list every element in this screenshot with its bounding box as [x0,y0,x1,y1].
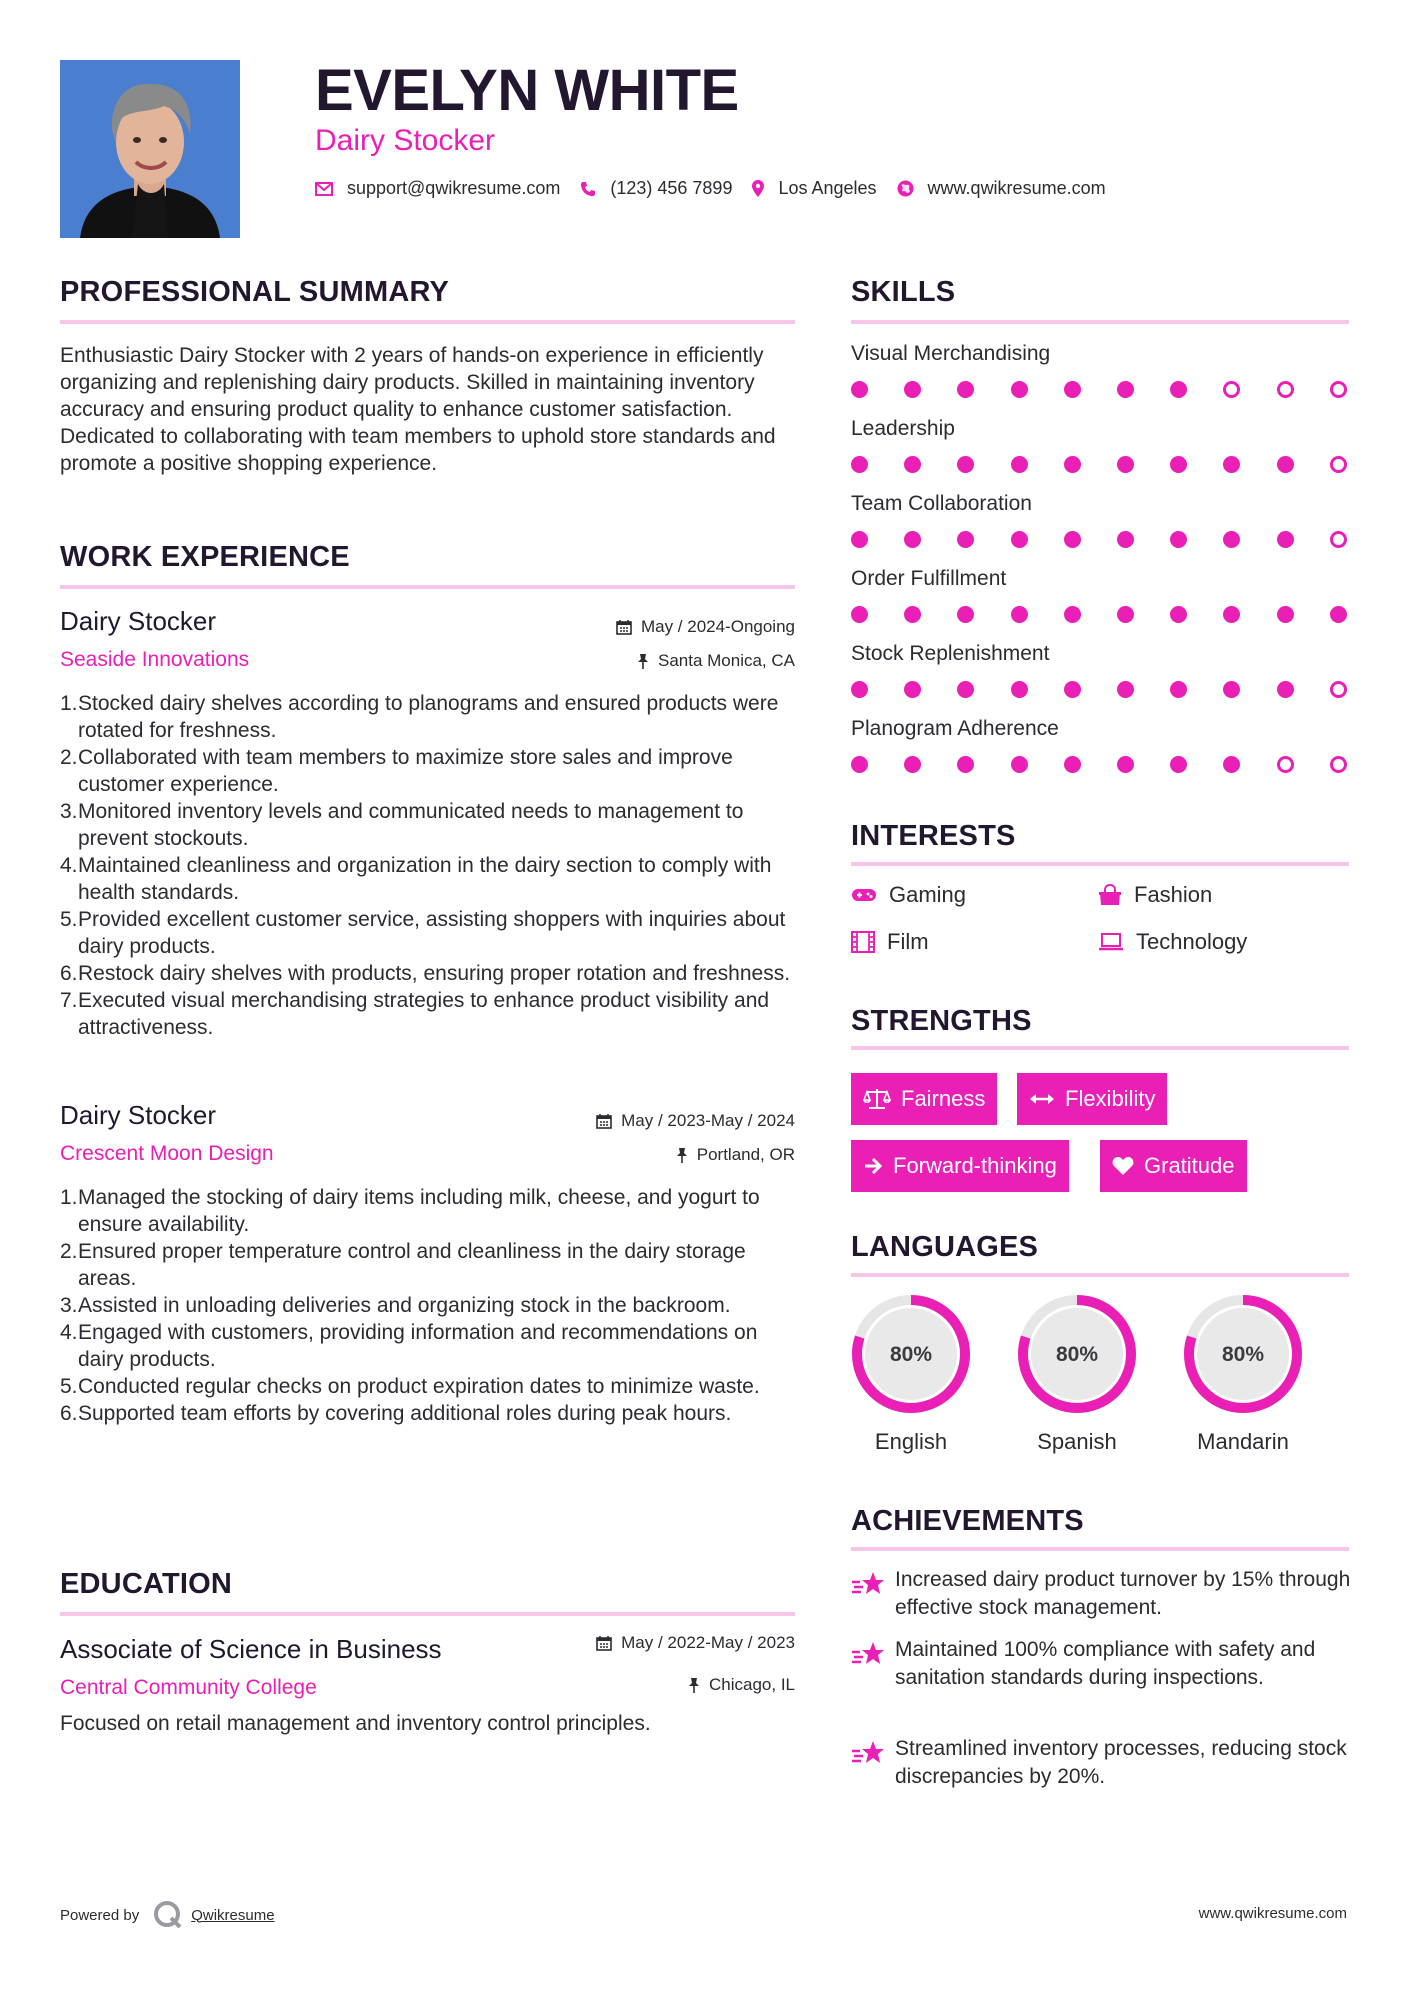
job-title: Dairy Stocker [60,1100,217,1130]
rating-dot-filled [851,456,868,473]
candidate-role: Dairy Stocker [315,124,496,157]
rating-dot-filled [1223,756,1240,773]
summary-text: Enthusiastic Dairy Stocker with 2 years of hands-on experience in efficiently organizing and replenishing dairy products. Skilled in maintaining inventory accuracy and ensuring product quality to enhance customer satisfaction. Dedicated to collaborating with team members to uphold store standards and promote a positive shopping experience. [60,344,776,475]
interest-item: Gaming [851,882,966,908]
contact-phone[interactable] [580,178,732,199]
shooting-star-icon [851,1739,885,1767]
language-progress-ring [1015,1292,1139,1416]
language-item [1181,1292,1305,1455]
brand-link[interactable]: Qwikresume [191,1906,275,1924]
achievement-text: Increased dairy product turnover by 15% through effective stock management. [895,1568,1351,1619]
shopping-bag-icon [1098,884,1122,906]
rating-dot-filled [1011,381,1028,398]
rating-dot-filled [1117,531,1134,548]
rating-dot-filled [1064,756,1081,773]
education-location-text: Chicago, IL [709,1675,795,1694]
job-title: Dairy Stocker [60,606,217,636]
website-text: www.qwikresume.com [927,178,1106,198]
rating-dot-filled [1011,606,1028,623]
list-item: 4. Maintained cleanliness and organization in the dairy section to comply with health standards. [60,854,772,904]
language-name: English [874,1429,948,1454]
profile-photo [60,60,240,238]
rating-dot-filled [1011,531,1028,548]
calendar-icon [616,619,632,635]
rating-dot-filled [1170,531,1187,548]
rating-dot-filled [1064,606,1081,623]
rating-dot-filled [851,381,868,398]
job-location-text: Portland, OR [696,1145,795,1164]
job-company: Seaside Innovations [60,648,250,671]
language-item [1015,1292,1139,1455]
rating-dot-filled [1011,756,1028,773]
rating-dot-filled [904,381,921,398]
rating-dot-filled [957,606,974,623]
rating-dot-filled [957,456,974,473]
email-text: support@qwikresume.com [347,178,561,198]
rating-dot-filled [1223,531,1240,548]
strength-tag: Flexibility [1017,1073,1167,1125]
language-percent: 80% [1221,1343,1265,1366]
portrait-image [60,60,240,238]
rating-dot-filled [1277,681,1294,698]
rating-dot-filled [1117,756,1134,773]
strength-tag: Gratitude [1100,1140,1247,1192]
list-item: 5. Conducted regular checks on product expiration dates to minimize waste. [60,1375,760,1398]
rating-dot-filled [851,606,868,623]
rating-dot-filled [1170,456,1187,473]
skill-name: Visual Merchandising [851,342,1051,365]
list-item: 1. Managed the stocking of dairy items including milk, cheese, and yogurt to ensure availability. [60,1186,760,1236]
skills-divider [851,320,1349,324]
experience-divider [60,585,795,589]
language-name: Spanish [1037,1429,1117,1454]
calendar-icon [596,1635,612,1651]
arrows-horizontal-icon [1029,1092,1055,1106]
list-item: 2. Collaborated with team members to maximize store sales and improve customer experience. [60,746,733,796]
interests-heading: INTERESTS [851,820,1016,852]
heart-icon [1112,1156,1134,1176]
school-name: Central Community College [60,1676,317,1699]
achievement-item [851,1636,1351,1692]
achievement-item [851,1735,1351,1791]
rating-dot-empty [1330,681,1347,698]
rating-dot-filled [1117,606,1134,623]
degree-title: Associate of Science in Business [60,1634,442,1664]
job-location [637,651,795,671]
rating-dot-filled [1170,606,1187,623]
job-duties-list [60,690,795,1041]
rating-dot-filled [957,531,974,548]
rating-dot-empty [1330,531,1347,548]
job-location [676,1145,795,1165]
job-company: Crescent Moon Design [60,1142,274,1165]
rating-dot-filled [1170,756,1187,773]
map-pin-icon [752,180,764,197]
skill-rating [851,381,1351,401]
language-progress-ring [1181,1292,1305,1416]
job-dates-text: May / 2023-May / 2024 [621,1111,795,1130]
achievement-item [851,1566,1351,1622]
envelope-icon [315,182,333,196]
rating-dot-filled [957,756,974,773]
footer-website[interactable]: www.qwikresume.com [1198,1905,1347,1922]
candidate-name: EVELYN WHITE [315,58,739,123]
language-name: Mandarin [1197,1429,1289,1454]
gamepad-icon [851,887,877,903]
rating-dot-filled [1064,456,1081,473]
achievement-text: Streamlined inventory processes, reducing stock discrepancies by 20%. [895,1737,1347,1788]
rating-dot-filled [1277,531,1294,548]
interest-item: Technology [1098,929,1247,955]
rating-dot-filled [1011,681,1028,698]
shooting-star-icon [851,1640,885,1668]
strengths-heading: STRENGTHS [851,1005,1032,1037]
education-location [688,1675,795,1695]
rating-dot-filled [1064,531,1081,548]
language-item [849,1292,973,1455]
rating-dot-filled [1117,456,1134,473]
skill-name: Leadership [851,417,955,440]
achievements-heading: ACHIEVEMENTS [851,1505,1084,1537]
list-item: 1. Stocked dairy shelves according to planograms and ensured products were rotated for freshness. [60,692,779,742]
job-dates-text: May / 2024-Ongoing [640,617,795,636]
rating-dot-filled [1330,606,1347,623]
rating-dot-empty [1277,381,1294,398]
rating-dot-filled [851,681,868,698]
education-divider [60,1612,795,1616]
skill-rating [851,606,1351,626]
phone-text: (123) 456 7899 [610,178,733,198]
arrow-right-icon [863,1157,883,1175]
list-item: 6. Supported team efforts by covering additional roles during peak hours. [60,1402,732,1425]
rating-dot-filled [904,606,921,623]
rating-dot-filled [904,756,921,773]
language-progress-ring [849,1292,973,1416]
education-description: Focused on retail management and inventory control principles. [60,1712,651,1735]
achievement-text: Maintained 100% compliance with safety and sanitation standards during inspections. [895,1638,1316,1689]
list-item: 7. Executed visual merchandising strategies to enhance product visibility and attractiveness. [60,989,770,1039]
rating-dot-filled [1277,456,1294,473]
contact-location [752,178,876,199]
rating-dot-filled [957,681,974,698]
job-dates [616,617,795,637]
powered-by-text: Powered by [60,1906,140,1924]
calendar-icon [596,1113,612,1129]
list-item: 3. Monitored inventory levels and communicated needs to management to prevent stockouts. [60,800,744,850]
list-item: 3. Assisted in unloading deliveries and organizing stock in the backroom. [60,1294,731,1317]
phone-icon [580,181,596,197]
rating-dot-filled [1170,381,1187,398]
skill-name: Order Fulfillment [851,567,1007,590]
skill-name: Stock Replenishment [851,642,1050,665]
contact-bar [315,178,1126,199]
summary-heading: PROFESSIONAL SUMMARY [60,276,450,308]
languages-heading: LANGUAGES [851,1231,1039,1263]
rating-dot-filled [1064,681,1081,698]
rating-dot-filled [851,756,868,773]
job-duties-list [60,1184,795,1427]
balance-scale-icon [863,1088,891,1110]
rating-dot-filled [1223,456,1240,473]
list-item: 6. Restock dairy shelves with products, ensuring proper rotation and freshness. [60,962,791,985]
job-dates [596,1111,795,1131]
education-dates-text: May / 2022-May / 2023 [621,1633,795,1652]
strength-tag: Forward-thinking [851,1140,1069,1192]
achievements-divider [851,1547,1349,1551]
shooting-star-icon [851,1570,885,1598]
location-text: Los Angeles [778,178,877,198]
rating-dot-filled [904,681,921,698]
skill-rating [851,756,1351,776]
language-percent: 80% [1055,1343,1099,1366]
contact-email[interactable] [315,178,560,199]
strengths-divider [851,1046,1349,1050]
film-icon [851,931,875,953]
skill-name: Team Collaboration [851,492,1032,515]
rating-dot-filled [851,531,868,548]
interest-item: Fashion [1098,882,1212,908]
rating-dot-filled [1011,456,1028,473]
education-dates [596,1633,795,1653]
rating-dot-empty [1277,756,1294,773]
languages-divider [851,1273,1349,1277]
rating-dot-empty [1223,381,1240,398]
rating-dot-filled [1064,381,1081,398]
rating-dot-filled [1117,381,1134,398]
rating-dot-filled [1223,681,1240,698]
pushpin-icon [688,1677,700,1693]
interest-item: Film [851,929,929,955]
summary-divider [60,320,795,324]
footer-powered-by [60,1900,275,1930]
rating-dot-filled [904,531,921,548]
skill-rating [851,456,1351,476]
list-item: 2. Ensured proper temperature control and cleanliness in the dairy storage areas. [60,1240,746,1290]
skills-heading: SKILLS [851,276,956,308]
skill-rating [851,681,1351,701]
pushpin-icon [637,653,649,669]
rating-dot-empty [1330,756,1347,773]
list-item: 4. Engaged with customers, providing information and recommendations on dairy products. [60,1321,758,1371]
skill-name: Planogram Adherence [851,717,1059,740]
skill-rating [851,531,1351,551]
rating-dot-filled [957,381,974,398]
rating-dot-filled [1170,681,1187,698]
interests-divider [851,862,1349,866]
globe-icon [897,180,914,197]
rating-dot-filled [1277,606,1294,623]
rating-dot-empty [1330,456,1347,473]
rating-dot-filled [1223,606,1240,623]
pushpin-icon [676,1147,688,1163]
rating-dot-filled [904,456,921,473]
laptop-icon [1098,932,1124,952]
experience-heading: WORK EXPERIENCE [60,541,350,573]
rating-dot-filled [1117,681,1134,698]
education-heading: EDUCATION [60,1568,233,1600]
language-percent: 80% [889,1343,933,1366]
strength-tag: Fairness [851,1073,997,1125]
contact-website[interactable] [897,178,1106,199]
list-item: 5. Provided excellent customer service, assisting shoppers with inquiries about dairy products. [60,908,786,958]
qwikresume-logo-icon [153,1900,183,1930]
rating-dot-empty [1330,381,1347,398]
job-location-text: Santa Monica, CA [657,651,795,670]
